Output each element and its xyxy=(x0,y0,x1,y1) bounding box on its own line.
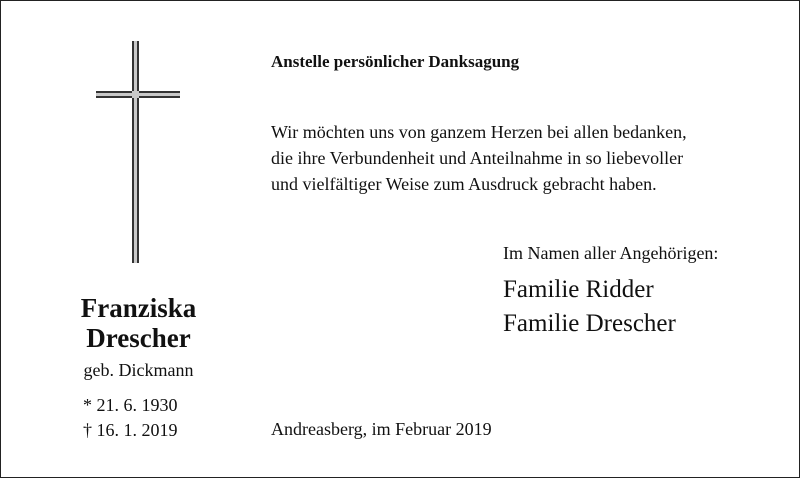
family-name-1: Familie Ridder xyxy=(503,276,654,303)
family-name-2: Familie Drescher xyxy=(503,310,676,337)
thank-you-message: Wir möchten uns von ganzem Herzen bei allen bedanken, die ihre Verbundenheit und Anteilnahme in so liebevoller und vielfältiger Weise zum Ausdruck gebracht haben. xyxy=(271,122,687,194)
notice-heading: Anstelle persönlicher Danksagung xyxy=(271,52,520,71)
cross-center xyxy=(132,91,139,98)
on-behalf-line: Im Namen aller Angehörigen: xyxy=(503,243,719,263)
death-date: † 16. 1. 2019 xyxy=(83,420,178,440)
birth-date: * 21. 6. 1930 xyxy=(83,395,178,415)
cross-icon xyxy=(96,41,180,263)
deceased-born-name: geb. Dickmann xyxy=(83,360,194,380)
place-and-date: Andreasberg, im Februar 2019 xyxy=(271,419,492,439)
deceased-first-name: Franziska xyxy=(80,293,197,323)
deceased-last-name: Drescher xyxy=(86,323,191,353)
cross-vertical-beam xyxy=(132,41,139,263)
